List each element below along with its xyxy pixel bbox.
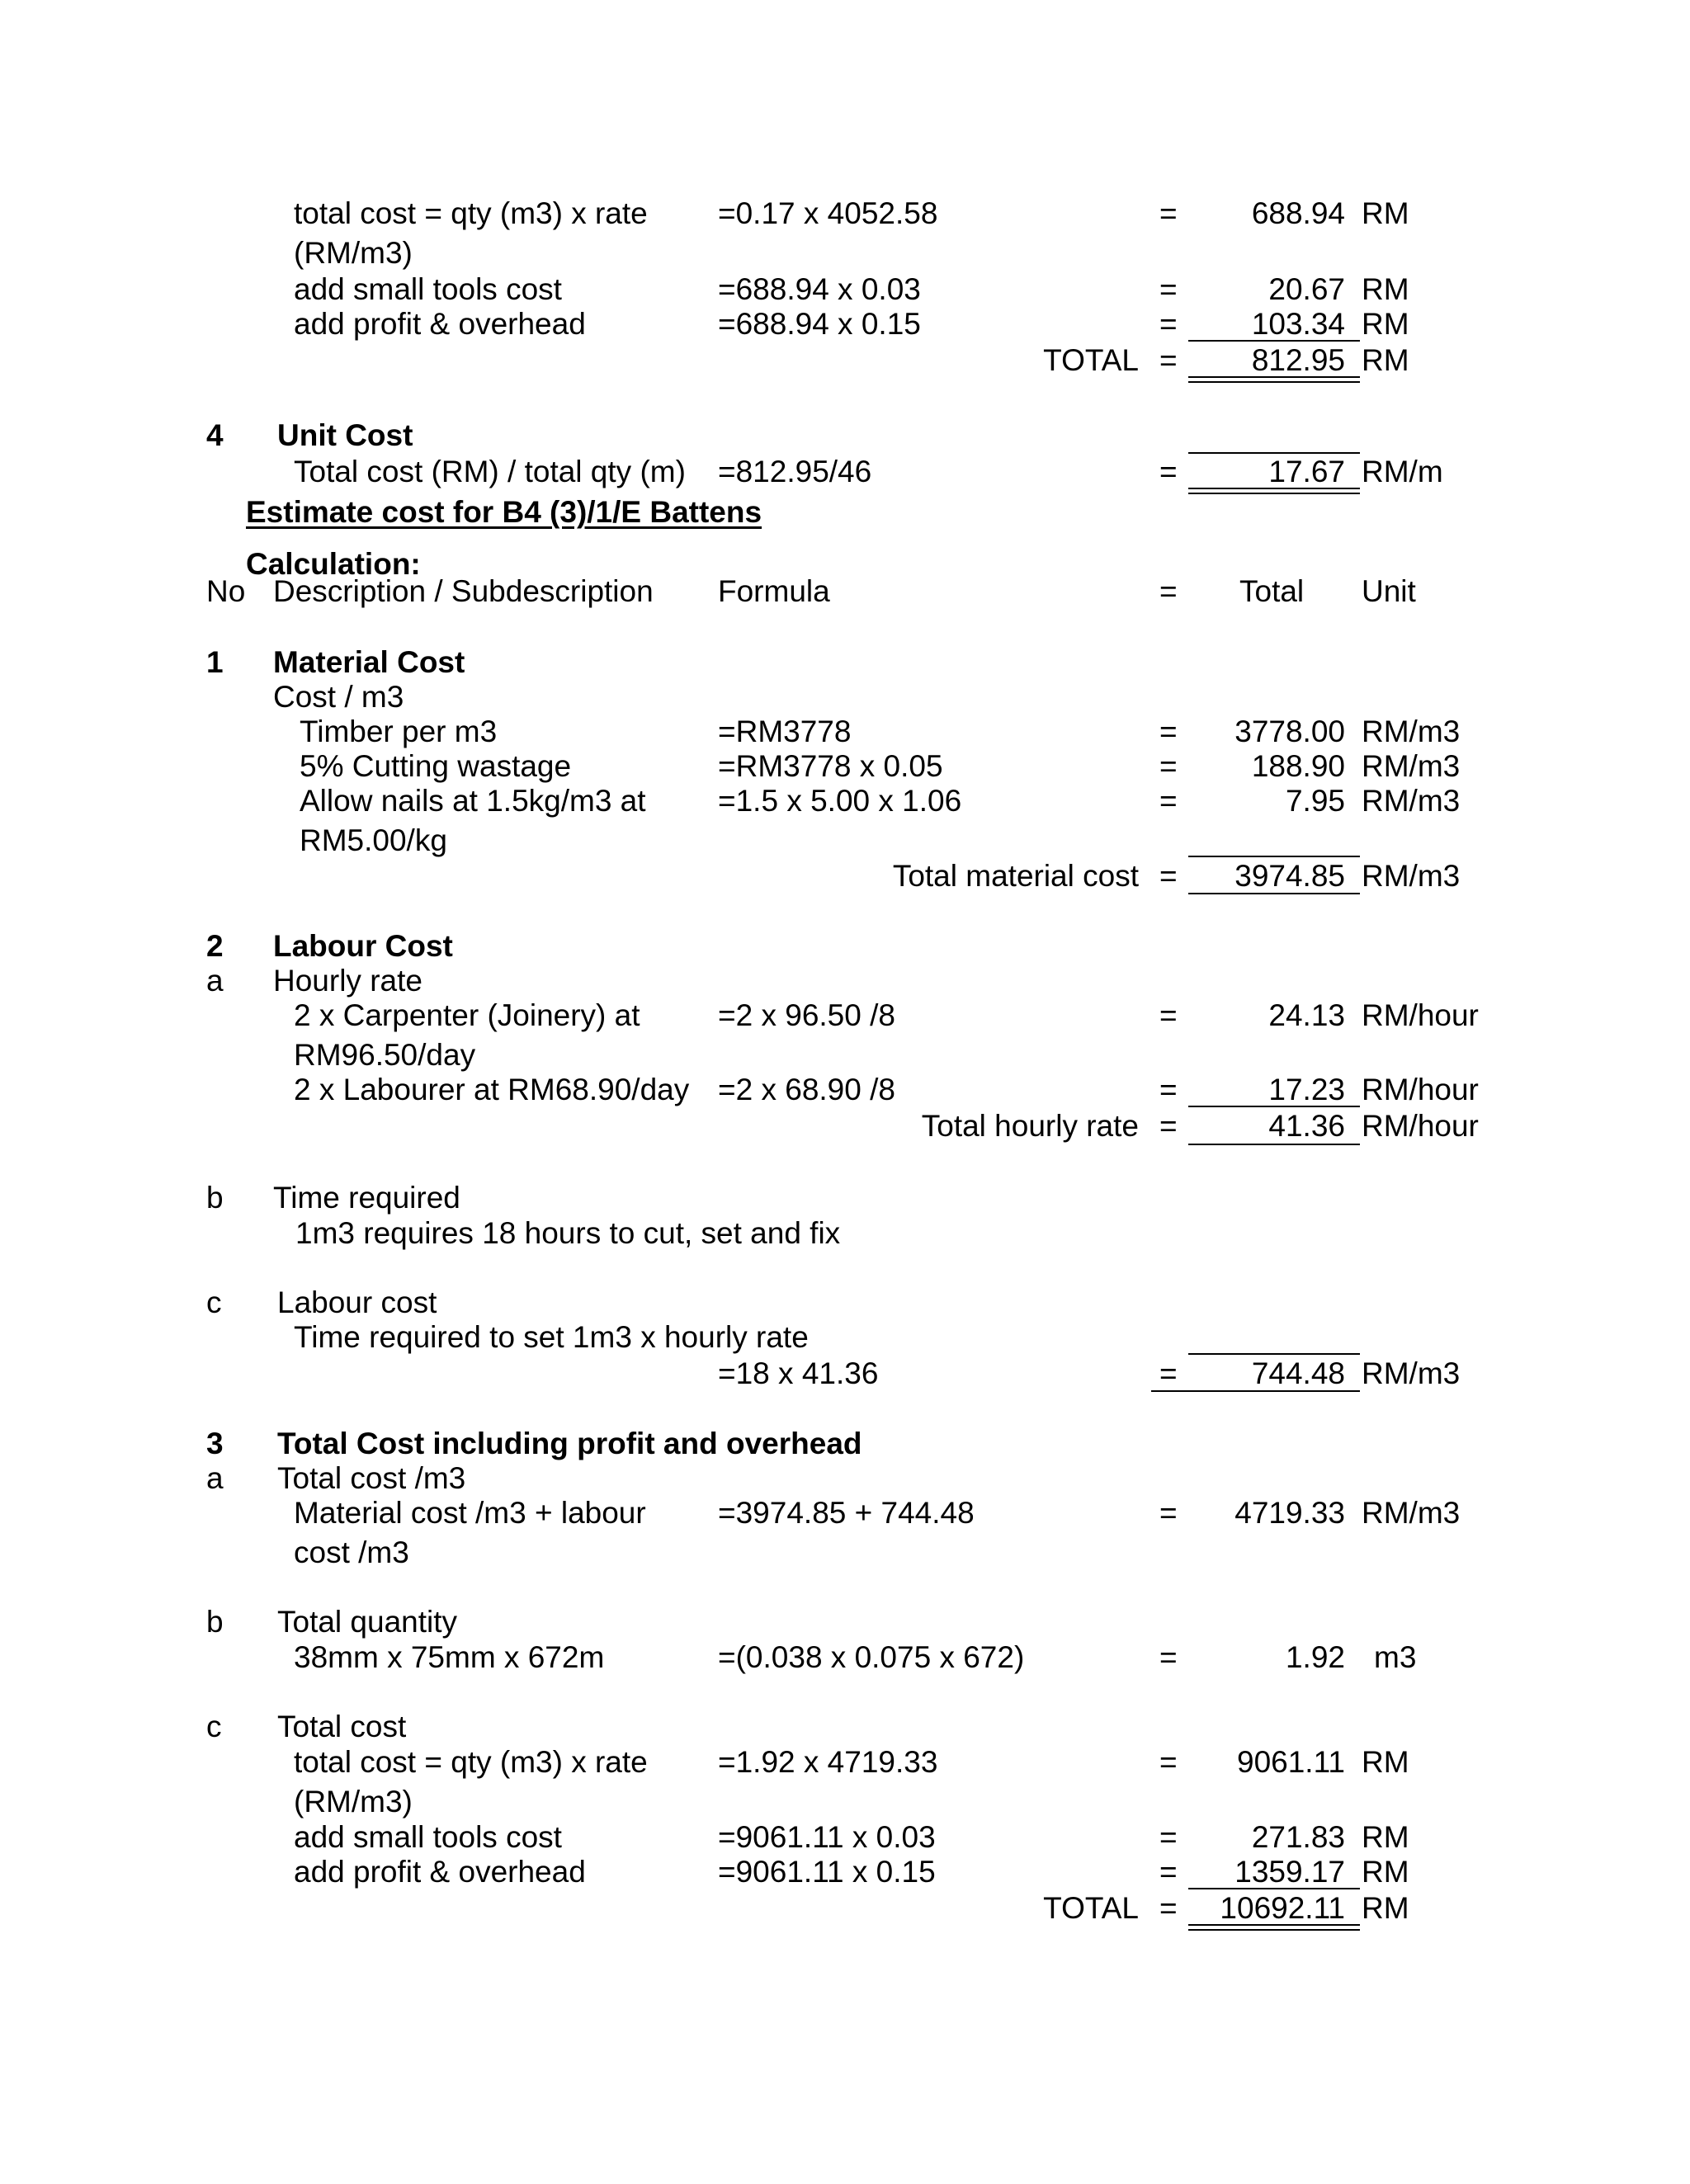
double-rule-bottom	[1188, 1929, 1360, 1931]
equals-sign: =	[1159, 455, 1178, 488]
total-underline	[1151, 1390, 1360, 1392]
total-unit: RM	[1362, 1891, 1409, 1925]
row-unit: RM/m3	[1362, 784, 1461, 818]
row-formula: =688.94 x 0.15	[718, 307, 921, 341]
section-heading: Material Cost	[273, 645, 465, 679]
equals-sign: =	[1159, 1109, 1178, 1143]
total-value: 41.36	[1268, 1109, 1345, 1143]
row-formula: =0.17 x 4052.58	[718, 196, 938, 230]
total-label: TOTAL	[1043, 343, 1139, 377]
equals-sign: =	[1159, 1640, 1178, 1674]
row-value: 4719.33	[1234, 1496, 1345, 1530]
row-value: 188.90	[1251, 749, 1345, 783]
subtotal-rule	[1188, 1888, 1360, 1889]
total-underline	[1188, 893, 1360, 894]
row-description: add small tools cost	[294, 1820, 562, 1854]
row-formula: =18 x 41.36	[718, 1356, 879, 1390]
row-description: 1m3 requires 18 hours to cut, set and fix	[295, 1216, 841, 1250]
row-formula: =812.95/46	[718, 455, 872, 488]
row-unit: RM	[1362, 272, 1409, 306]
row-description-continued: cost /m3	[294, 1535, 409, 1569]
row-description: Timber per m3	[300, 715, 498, 748]
row-description: add profit & overhead	[294, 307, 586, 341]
total-value: 10692.11	[1220, 1891, 1345, 1925]
row-description: total cost = qty (m3) x rate	[294, 196, 648, 230]
subtotal-rule	[1188, 1106, 1360, 1107]
row-value: 24.13	[1268, 998, 1345, 1032]
subsection-letter: a	[206, 1461, 224, 1495]
total-unit: RM/m3	[1362, 1356, 1461, 1390]
row-description: Total cost (RM) / total qty (m)	[294, 455, 686, 488]
equals-sign: =	[1159, 1496, 1178, 1530]
total-unit: RM/hour	[1362, 1109, 1479, 1143]
subtotal-rule	[1188, 856, 1360, 857]
row-unit: RM	[1362, 196, 1409, 230]
row-description-continued: (RM/m3)	[294, 1785, 413, 1818]
total-value: 17.67	[1268, 455, 1345, 488]
equals-sign: =	[1159, 307, 1178, 341]
total-unit: RM/m3	[1362, 859, 1461, 893]
total-underline	[1188, 1144, 1360, 1145]
row-value: 20.67	[1268, 272, 1345, 306]
section-number: 3	[206, 1427, 224, 1460]
row-description: 2 x Carpenter (Joinery) at	[294, 998, 640, 1032]
row-unit: RM/hour	[1362, 998, 1479, 1032]
subsection-letter: b	[206, 1605, 224, 1639]
row-formula: =2 x 68.90 /8	[718, 1073, 895, 1106]
subsection-title: Hourly rate	[273, 964, 422, 998]
row-description: Allow nails at 1.5kg/m3 at	[300, 784, 646, 818]
row-value: 271.83	[1251, 1820, 1345, 1854]
row-unit: RM	[1362, 307, 1409, 341]
subtotal-rule	[1188, 340, 1360, 342]
equals-sign: =	[1159, 1745, 1178, 1779]
header-description: Description / Subdescription	[273, 574, 654, 608]
subsection-title: Total quantity	[277, 1605, 458, 1639]
equals-sign: =	[1159, 1820, 1178, 1854]
header-formula: Formula	[718, 574, 830, 608]
total-label: TOTAL	[1043, 1891, 1139, 1925]
equals-sign: =	[1159, 1891, 1178, 1925]
equals-sign: =	[1159, 998, 1178, 1032]
row-description: add small tools cost	[294, 272, 562, 306]
row-value: 688.94	[1251, 196, 1345, 230]
row-unit: RM	[1362, 1820, 1409, 1854]
total-unit: RM/m	[1362, 455, 1443, 488]
double-rule-top	[1188, 488, 1360, 489]
equals-sign: =	[1159, 1855, 1178, 1889]
row-unit: RM	[1362, 1745, 1409, 1779]
equals-sign: =	[1159, 1356, 1178, 1390]
row-description-continued: (RM/m3)	[294, 236, 413, 270]
subsection-letter: a	[206, 964, 224, 998]
header-no: No	[206, 574, 246, 608]
equals-sign: =	[1159, 272, 1178, 306]
row-formula: =688.94 x 0.03	[718, 272, 921, 306]
row-formula: =9061.11 x 0.03	[718, 1820, 936, 1854]
row-formula: =1.92 x 4719.33	[718, 1745, 938, 1779]
row-description: Time required to set 1m3 x hourly rate	[294, 1320, 809, 1354]
row-formula: =(0.038 x 0.075 x 672)	[718, 1640, 1025, 1674]
equals-sign: =	[1159, 784, 1178, 818]
subtotal-rule	[1188, 1353, 1360, 1355]
section-heading: Unit Cost	[277, 418, 413, 452]
equals-sign: =	[1159, 196, 1178, 230]
row-description: 5% Cutting wastage	[300, 749, 572, 783]
subtotal-rule	[1188, 452, 1360, 454]
row-formula: =RM3778	[718, 715, 852, 748]
total-label: Total material cost	[892, 859, 1139, 893]
section-number: 1	[206, 645, 224, 679]
section-heading: Labour Cost	[273, 929, 453, 963]
row-description-continued: RM96.50/day	[294, 1038, 476, 1072]
row-formula: =1.5 x 5.00 x 1.06	[718, 784, 962, 818]
row-unit: RM/m3	[1362, 749, 1461, 783]
equals-sign: =	[1159, 1073, 1178, 1106]
row-formula: =2 x 96.50 /8	[718, 998, 895, 1032]
equals-sign: =	[1159, 859, 1178, 893]
row-value: 3778.00	[1234, 715, 1345, 748]
header-unit: Unit	[1362, 574, 1416, 608]
subsection-letter: c	[206, 1710, 222, 1743]
subsection-letter: b	[206, 1181, 224, 1215]
row-formula: =3974.85 + 744.48	[718, 1496, 975, 1530]
equals-sign: =	[1159, 343, 1178, 377]
header-total: Total	[1239, 574, 1305, 608]
header-equals: =	[1159, 574, 1178, 608]
row-value: 103.34	[1251, 307, 1345, 341]
total-value: 744.48	[1251, 1356, 1345, 1390]
section-number: 2	[206, 929, 224, 963]
double-rule-top	[1188, 1924, 1360, 1926]
row-description-continued: RM5.00/kg	[300, 823, 447, 857]
row-unit: m3	[1374, 1640, 1417, 1674]
row-description: total cost = qty (m3) x rate	[294, 1745, 648, 1779]
total-label: Total hourly rate	[921, 1109, 1139, 1143]
row-value: 1.92	[1285, 1640, 1345, 1674]
subsection-title: Cost / m3	[273, 680, 404, 714]
row-unit: RM/hour	[1362, 1073, 1479, 1106]
section-number: 4	[206, 418, 224, 452]
double-rule-bottom	[1188, 493, 1360, 494]
row-unit: RM/m3	[1362, 1496, 1461, 1530]
subsection-title: Labour cost	[277, 1285, 437, 1319]
calculation-label: Calculation:	[246, 547, 421, 581]
row-description: add profit & overhead	[294, 1855, 586, 1889]
double-rule-bottom	[1188, 381, 1360, 383]
total-value: 812.95	[1251, 343, 1345, 377]
row-value: 17.23	[1268, 1073, 1345, 1106]
estimate-title: Estimate cost for B4 (3)/1/E Battens	[246, 495, 762, 529]
subsection-title: Time required	[273, 1181, 460, 1215]
equals-sign: =	[1159, 749, 1178, 783]
row-description: Material cost /m3 + labour	[294, 1496, 646, 1530]
row-value: 1359.17	[1234, 1855, 1345, 1889]
row-unit: RM	[1362, 1855, 1409, 1889]
total-value: 3974.85	[1234, 859, 1345, 893]
subsection-letter: c	[206, 1285, 222, 1319]
row-unit: RM/m3	[1362, 715, 1461, 748]
total-unit: RM	[1362, 343, 1409, 377]
row-description: 2 x Labourer at RM68.90/day	[294, 1073, 690, 1106]
row-value: 7.95	[1285, 784, 1345, 818]
equals-sign: =	[1159, 715, 1178, 748]
row-formula: =9061.11 x 0.15	[718, 1855, 936, 1889]
subsection-title: Total cost /m3	[277, 1461, 466, 1495]
double-rule-top	[1188, 376, 1360, 378]
row-value: 9061.11	[1237, 1745, 1345, 1779]
subsection-title: Total cost	[277, 1710, 407, 1743]
row-description: 38mm x 75mm x 672m	[294, 1640, 605, 1674]
row-formula: =RM3778 x 0.05	[718, 749, 943, 783]
section-heading: Total Cost including profit and overhead	[277, 1427, 862, 1460]
